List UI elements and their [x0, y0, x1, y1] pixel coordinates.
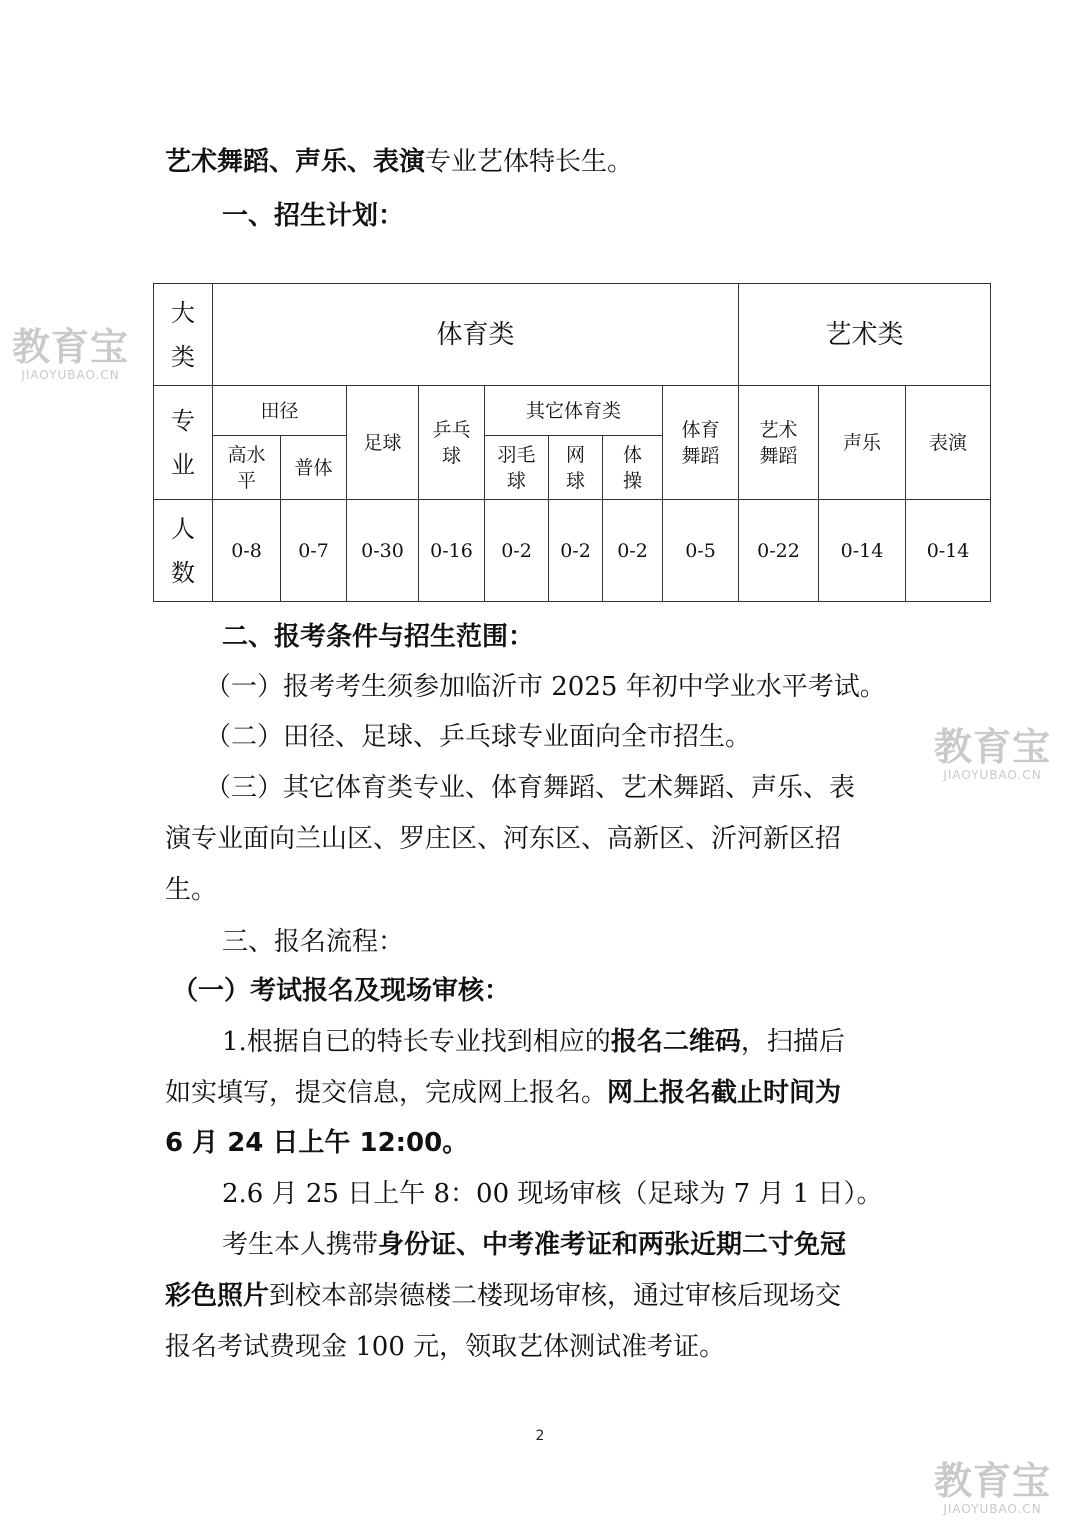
page-number: 2	[535, 1428, 545, 1444]
condition-2: （二）田径、足球、乒乓球专业面向全市招生。	[205, 722, 752, 752]
condition-1: （一）报考考生须参加临沂市 2025 年初中学业水平考试。	[205, 672, 886, 702]
count-football: 0-30	[347, 500, 419, 602]
step3-line-1	[222, 1228, 982, 1262]
major-art-dance-cell	[739, 386, 819, 500]
row-label-major	[154, 386, 213, 500]
condition-3-line-2: 演专业面向兰山区、罗庄区、河东区、高新区、沂河新区招	[165, 824, 842, 854]
major-track-high: 高水平	[227, 443, 266, 492]
major-football: 足球	[347, 386, 419, 500]
intro-line	[165, 145, 925, 179]
condition-3-line-1: （三）其它体育类专业、体育舞蹈、艺术舞蹈、声乐、表	[205, 773, 856, 803]
count-performance: 0-14	[906, 500, 991, 602]
step1-deadline-date: 6 月 24 日上午 12:00。	[165, 1128, 469, 1158]
row-label-category	[154, 284, 213, 386]
count-tennis: 0-2	[549, 500, 603, 602]
step3-photo-emphasis: 彩色照片	[165, 1281, 270, 1311]
major-pingpong-cell	[419, 386, 485, 500]
step3-line-3: 报名考试费现金 100 元，领取艺体测试准考证。	[165, 1332, 726, 1362]
major-badminton: 羽毛球	[497, 443, 536, 492]
cat-sports: 体育类	[436, 319, 515, 350]
watermark-en: JIAOYUBAO.CN	[943, 768, 1042, 782]
major-art-dance: 艺术舞蹈	[759, 418, 798, 467]
major-track-high-cell	[213, 436, 281, 500]
intro-rest: 专业艺体特长生。	[425, 147, 634, 177]
major-sports-dance: 体育舞蹈	[681, 418, 720, 467]
watermark-logo	[934, 1459, 1052, 1516]
row-label-count	[154, 500, 213, 602]
section1-heading: 一、招生计划：	[222, 201, 405, 231]
major-vocal: 声乐	[819, 386, 906, 500]
major-track-general: 普体	[281, 436, 347, 500]
count-badminton: 0-2	[485, 500, 549, 602]
group-track: 田径	[213, 386, 347, 436]
step3-documents-emphasis: 身份证、中考准考证和两张近期二寸免冠	[378, 1230, 847, 1260]
watermark-en: JIAOYUBAO.CN	[943, 1502, 1042, 1516]
step1-deadline-emphasis: 网上报名截止时间为	[607, 1078, 842, 1108]
cat-sports-cell	[213, 284, 739, 386]
watermark-logo	[12, 325, 130, 382]
step3-line2-text: 到校本部崇德楼二楼现场审核，通过审核后现场交	[269, 1281, 842, 1311]
step1-qrcode-emphasis: 报名二维码	[610, 1027, 741, 1057]
watermark-cn: 教育宝	[12, 325, 130, 369]
table-row	[154, 284, 991, 386]
step1-line-1	[222, 1025, 982, 1059]
section2-heading: 二、报考条件与招生范围：	[222, 622, 535, 652]
step1-text-a: 1.根据自已的特长专业找到相应的	[222, 1027, 611, 1057]
major-performance: 表演	[906, 386, 991, 500]
row-label-count-text: 人数	[171, 514, 195, 587]
major-pingpong: 乒乓球	[432, 418, 471, 467]
count-track-high: 0-8	[213, 500, 281, 602]
cat-arts-cell	[739, 284, 991, 386]
major-tennis-cell	[549, 436, 603, 500]
step3-line-2	[165, 1279, 925, 1313]
table-row	[154, 386, 991, 436]
step1-line-2	[165, 1076, 925, 1110]
major-badminton-cell	[485, 436, 549, 500]
count-sports-dance: 0-5	[663, 500, 739, 602]
count-pingpong: 0-16	[419, 500, 485, 602]
step1-text-c: ，扫描后	[740, 1027, 845, 1057]
major-tennis: 网球	[565, 443, 585, 492]
watermark-cn: 教育宝	[934, 725, 1052, 769]
count-gymnastics: 0-2	[603, 500, 663, 602]
major-gymnastics-cell	[603, 436, 663, 500]
step1-line2-text: 如实填写，提交信息，完成网上报名。	[165, 1078, 608, 1108]
intro-bold: 艺术舞蹈、声乐、表演	[165, 147, 426, 177]
major-gymnastics: 体操	[622, 443, 642, 492]
enrollment-plan-table	[153, 283, 991, 602]
watermark-logo	[934, 725, 1052, 782]
count-vocal: 0-14	[819, 500, 906, 602]
section3-heading: 三、报名流程：	[222, 927, 405, 957]
cat-arts: 艺术类	[825, 319, 904, 350]
group-other-sports: 其它体育类	[485, 386, 663, 436]
step3-text-a: 考生本人携带	[222, 1230, 379, 1260]
major-sports-dance-cell	[663, 386, 739, 500]
count-track-general: 0-7	[281, 500, 347, 602]
subsection1-heading: （一）考试报名及现场审核：	[172, 976, 511, 1006]
watermark-cn: 教育宝	[934, 1459, 1052, 1503]
condition-3-line-3: 生。	[165, 875, 218, 905]
table-row	[154, 500, 991, 602]
watermark-en: JIAOYUBAO.CN	[21, 368, 120, 382]
count-art-dance: 0-22	[739, 500, 819, 602]
step2: 2.6 月 25 日上午 8：00 现场审核（足球为 7 月 1 日）。	[222, 1179, 883, 1209]
row-label-major-text: 专业	[171, 406, 195, 479]
row-label-category-text: 大类	[171, 298, 195, 371]
